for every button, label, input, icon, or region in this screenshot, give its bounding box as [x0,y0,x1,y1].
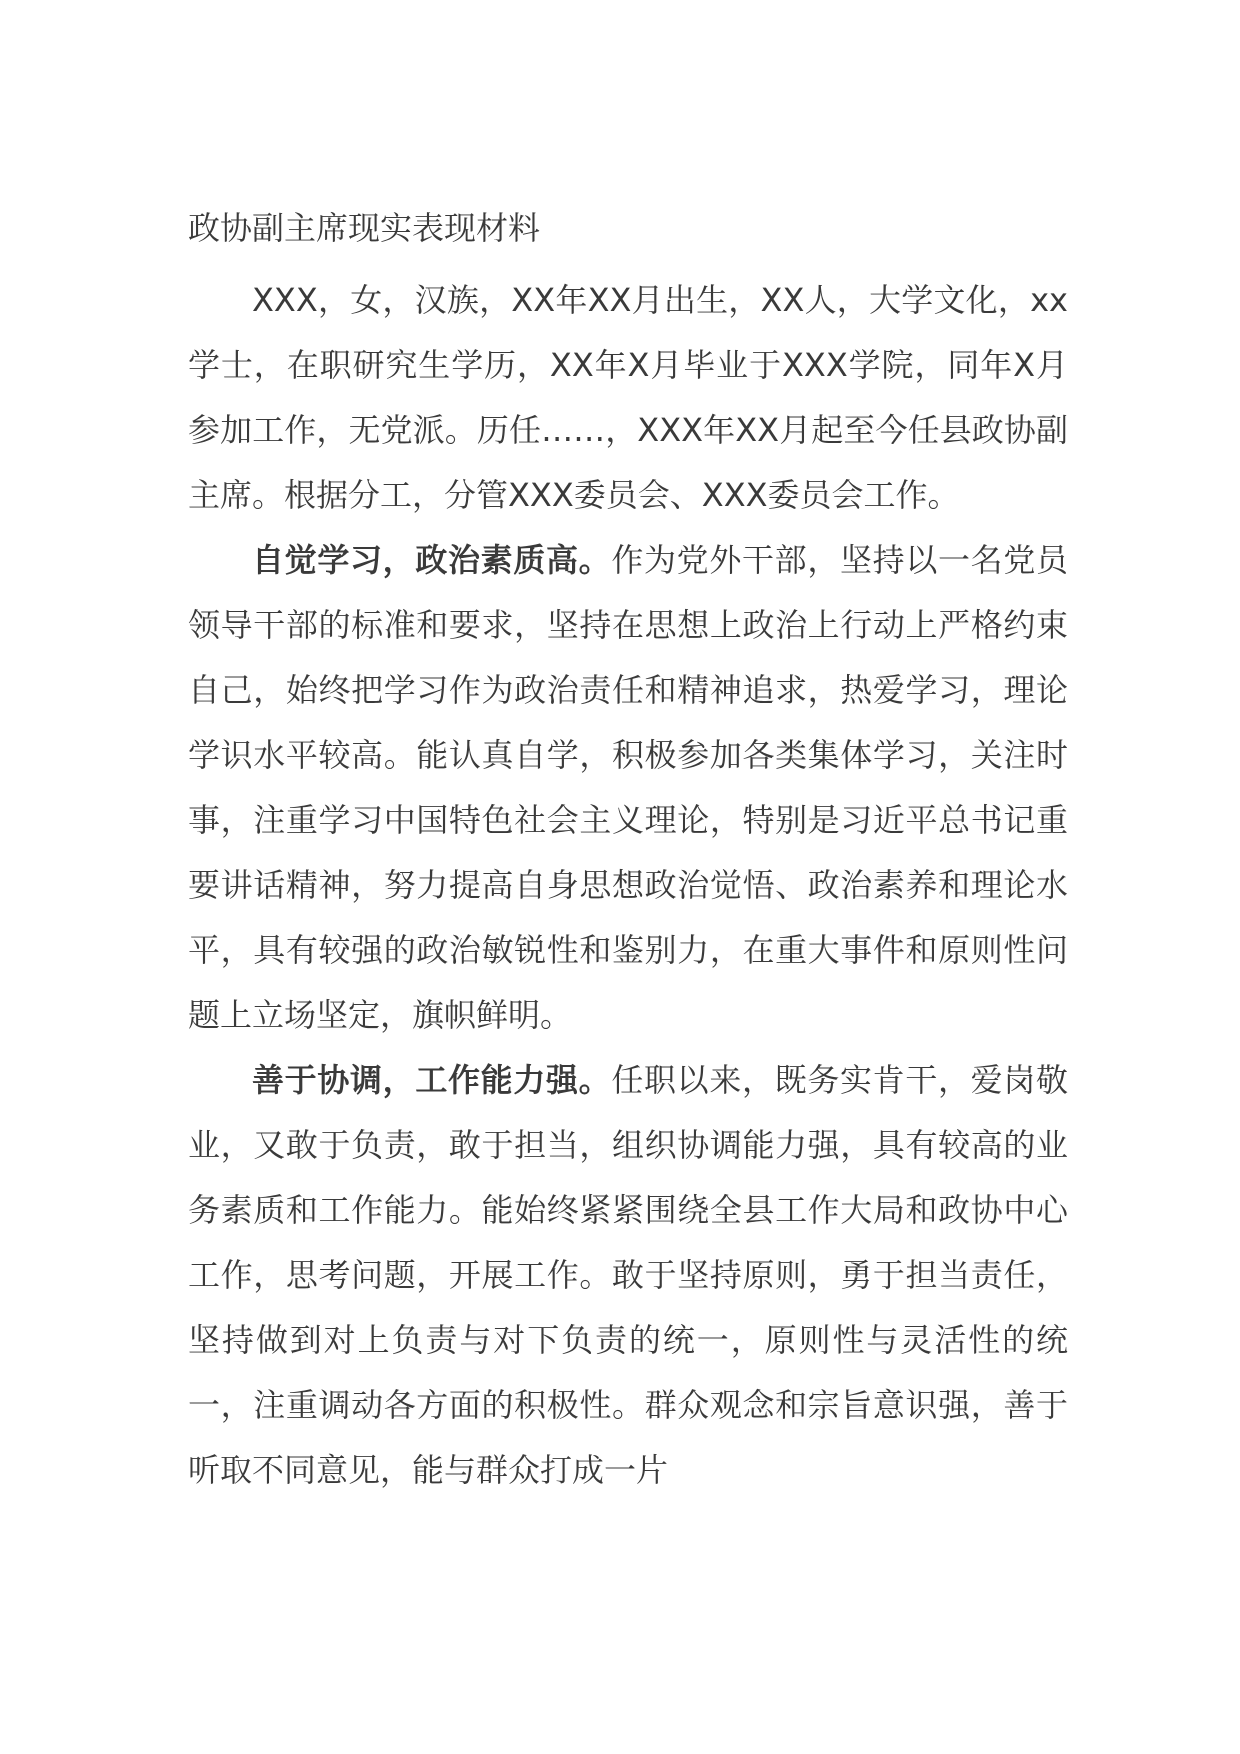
document-body [188,196,1068,1503]
paragraph-work-ability [188,1048,1068,1503]
paragraph-work-ability-heading: 善于协调，工作能力强。 [252,1061,612,1099]
paragraph-political-quality-text: 作为党外干部，坚持以一名党员领导干部的标准和要求，坚持在思想上政治上行动上严格约束自己，始终把学习作为政治责任和精神追求，热爱学习，理论学识水平较高。能认真自学，积极参加各类集体学习，关注时事，注重学习中国特色社会主义理论，特别是习近平总书记重要讲话精神，努力提高自身思想政治觉悟、政治素养和理论水平，具有较强的政治敏锐性和鉴别力，在重大事件和原则性问题上立场坚定，旗帜鲜明。 [188,541,1068,1034]
document-title: 政协副主席现实表现材料 [188,209,541,247]
paragraph-intro-text: XXX，女，汉族，XX年XX月出生，XX人，大学文化，xx学士，在职研究生学历，XX年X月毕业于XXX学院，同年X月参加工作，无党派。历任……，XXX年XX月起至今任县政协副主席。根据分工，分管XXX委员会、XXX委员会工作。 [188,281,1068,514]
paragraph-political-quality [188,528,1068,1048]
paragraph-political-quality-heading: 自觉学习，政治素质高。 [252,541,612,579]
paragraph-work-ability-text: 任职以来，既务实肯干，爱岗敬业，又敢于负责，敢于担当，组织协调能力强，具有较高的业务素质和工作能力。能始终紧紧围绕全县工作大局和政协中心工作，思考问题，开展工作。敢于坚持原则，勇于担当责任，坚持做到对上负责与对下负责的统一，原则性与灵活性的统一，注重调动各方面的积极性。群众观念和宗旨意识强，善于听取不同意见，能与群众打成一片 [188,1061,1068,1489]
paragraph-intro [188,268,1068,528]
